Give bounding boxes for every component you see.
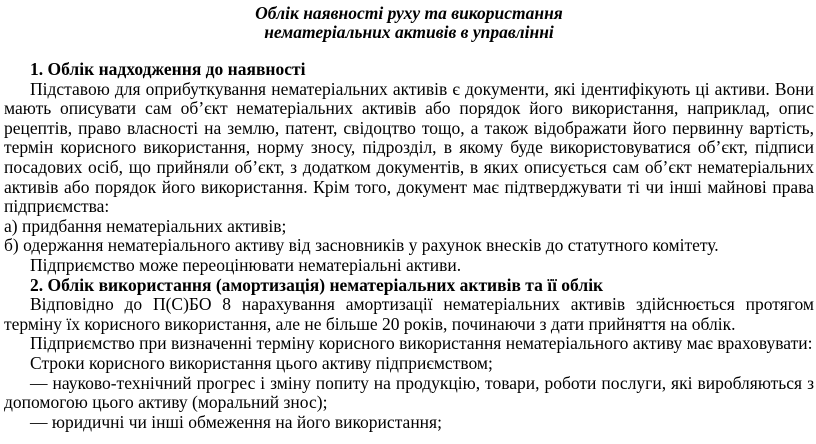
document-title-line-1: Облік наявності руху та використання (255, 3, 563, 23)
section-2-paragraph-3: Строки корисного використання цього активу підприємством; (30, 352, 493, 373)
section-2-paragraph-2: Підприємство при визначенні терміну корисного використання нематеріального активу має враховувати: (30, 333, 813, 354)
section-2-paragraph-4: — науково-технічний прогрес і зміну попиту на продукцію, товари, роботи послуги, які виробляються з допомогою цього активу (моральний знос); (4, 372, 814, 413)
section-2-heading: 2. Облік використання (амортизація) нематеріальних активів та її облік (30, 274, 604, 295)
title-spacer (4, 41, 814, 60)
section-1-heading: 1. Облік надходження до наявності (30, 59, 306, 79)
section-2-paragraph-1: Відповідно до П(С)БО 8 нарахування амортизації нематеріальних активів здійснюється протягом терміну їх корисного використання, але не більше 20 років, починаючи з дати прийняття на облік. (4, 294, 814, 334)
section-2-paragraph-5: — юридичні чи інші обмеження на його використання; (30, 411, 442, 432)
section-1-paragraph-2: Підприємство може переоцінювати нематеріальні активи. (30, 254, 462, 275)
document-title-line-2: нематеріальних активів в управлінні (264, 21, 554, 42)
section-1-paragraph-1: Підставою для оприбуткування нематеріальних активів є документи, які ідентифікують ці активи. Вони мають описувати сам об’єкт нематеріальних активів або порядок його використання, наприклад, опис рецептів, право власності на землю, патент, свідоцтво тощо, а також відображати його первинну вартість, термін корисного використання, норму зносу, підрозділ, в якому буде використовуватися об’єкт, підписи посадових осіб, що прийняли об’єкт, з додатком документів, в яких описується сам об’єкт нематеріальних активів або порядок його використання. Крім того, документ має підтверджувати ті чи інші майнові права підприємства: (4, 78, 814, 217)
section-1-list-item-a: а) придбання нематеріальних активів; (4, 215, 287, 236)
section-1-list-item-b: б) одержання нематеріального активу від засновників у рахунок внесків до статутного комітету. (4, 235, 719, 256)
